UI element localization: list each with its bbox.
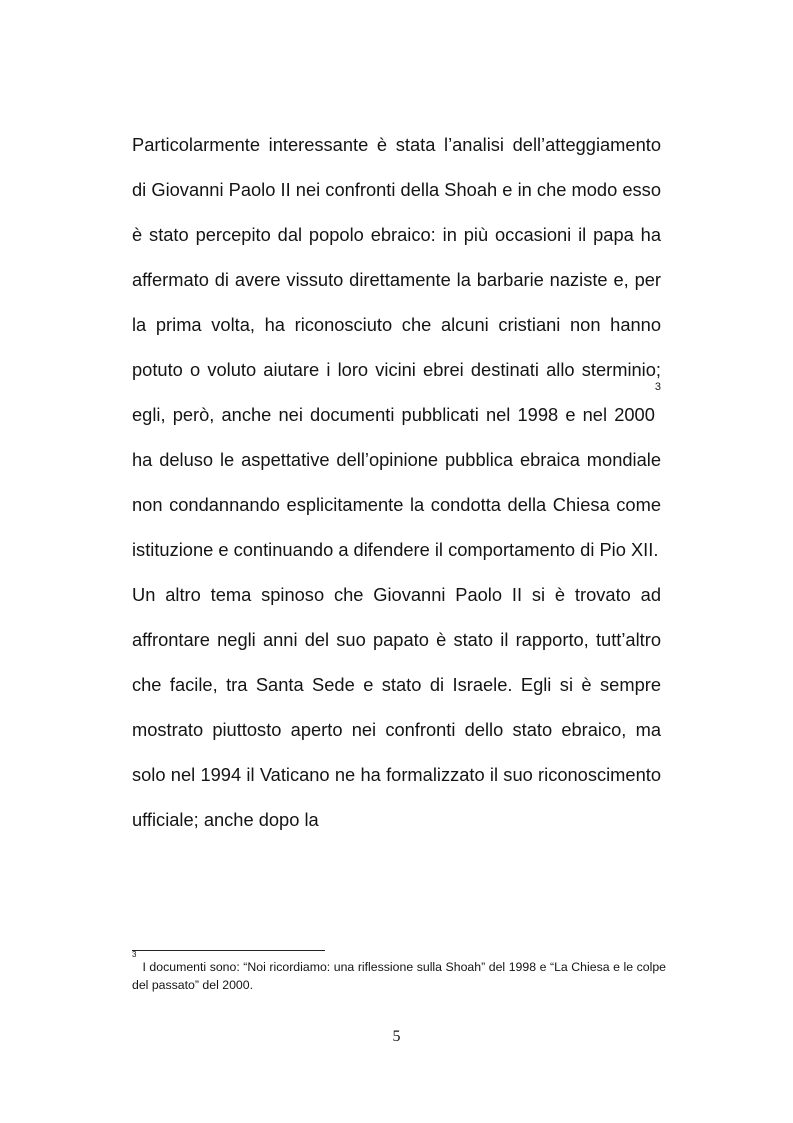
footnote-mark: 3	[132, 950, 137, 959]
body-text	[132, 122, 661, 842]
footnote	[132, 950, 666, 994]
page-number: 5	[392, 1028, 401, 1045]
paragraph-2: Un altro tema spinoso che Giovanni Paolo II si è trovato ad affrontare negli anni del suo papato è stato il rapporto, tutt’altro che facile, tra Santa Sede e stato di Israele. Egli si è sempre mostrato piuttosto aperto nei confronti dello stato ebraico, ma solo nel 1994 il Vaticano ne ha formalizzato il suo riconoscimento ufficiale; anche dopo la	[132, 584, 661, 830]
paragraph-1	[132, 122, 661, 572]
paragraph-1-text-continued: ha deluso le aspettative dell’opinione pubblica ebraica mondiale non condannando esplicitamente la condotta della Chiesa come istituzione e continuando a difendere il comportamento di Pio XII.	[132, 449, 661, 560]
footnote-separator	[132, 950, 325, 951]
footnote-reference-mark: 3	[654, 381, 661, 393]
paragraph-1-text: Particolarmente interessante è stata l’analisi dell’atteggiamento di Giovanni Paolo II nei confronti della Shoah e in che modo esso è stato percepito dal popolo ebraico: in più occasioni il papa ha affermato di avere vissuto direttamente la barbarie naziste e, per la prima volta, ha riconosciuto che alcuni cristiani non hanno potuto o voluto aiutare i loro vicini ebrei destinati allo sterminio; egli, però, anche nei documenti pubblicati nel 1998 e nel 2000	[132, 134, 661, 425]
footnote-text: I documenti sono: “Noi ricordiamo: una riflessione sulla Shoah” del 1998 e “La Chiesa e le colpe del passato” del 2000.	[132, 960, 666, 992]
